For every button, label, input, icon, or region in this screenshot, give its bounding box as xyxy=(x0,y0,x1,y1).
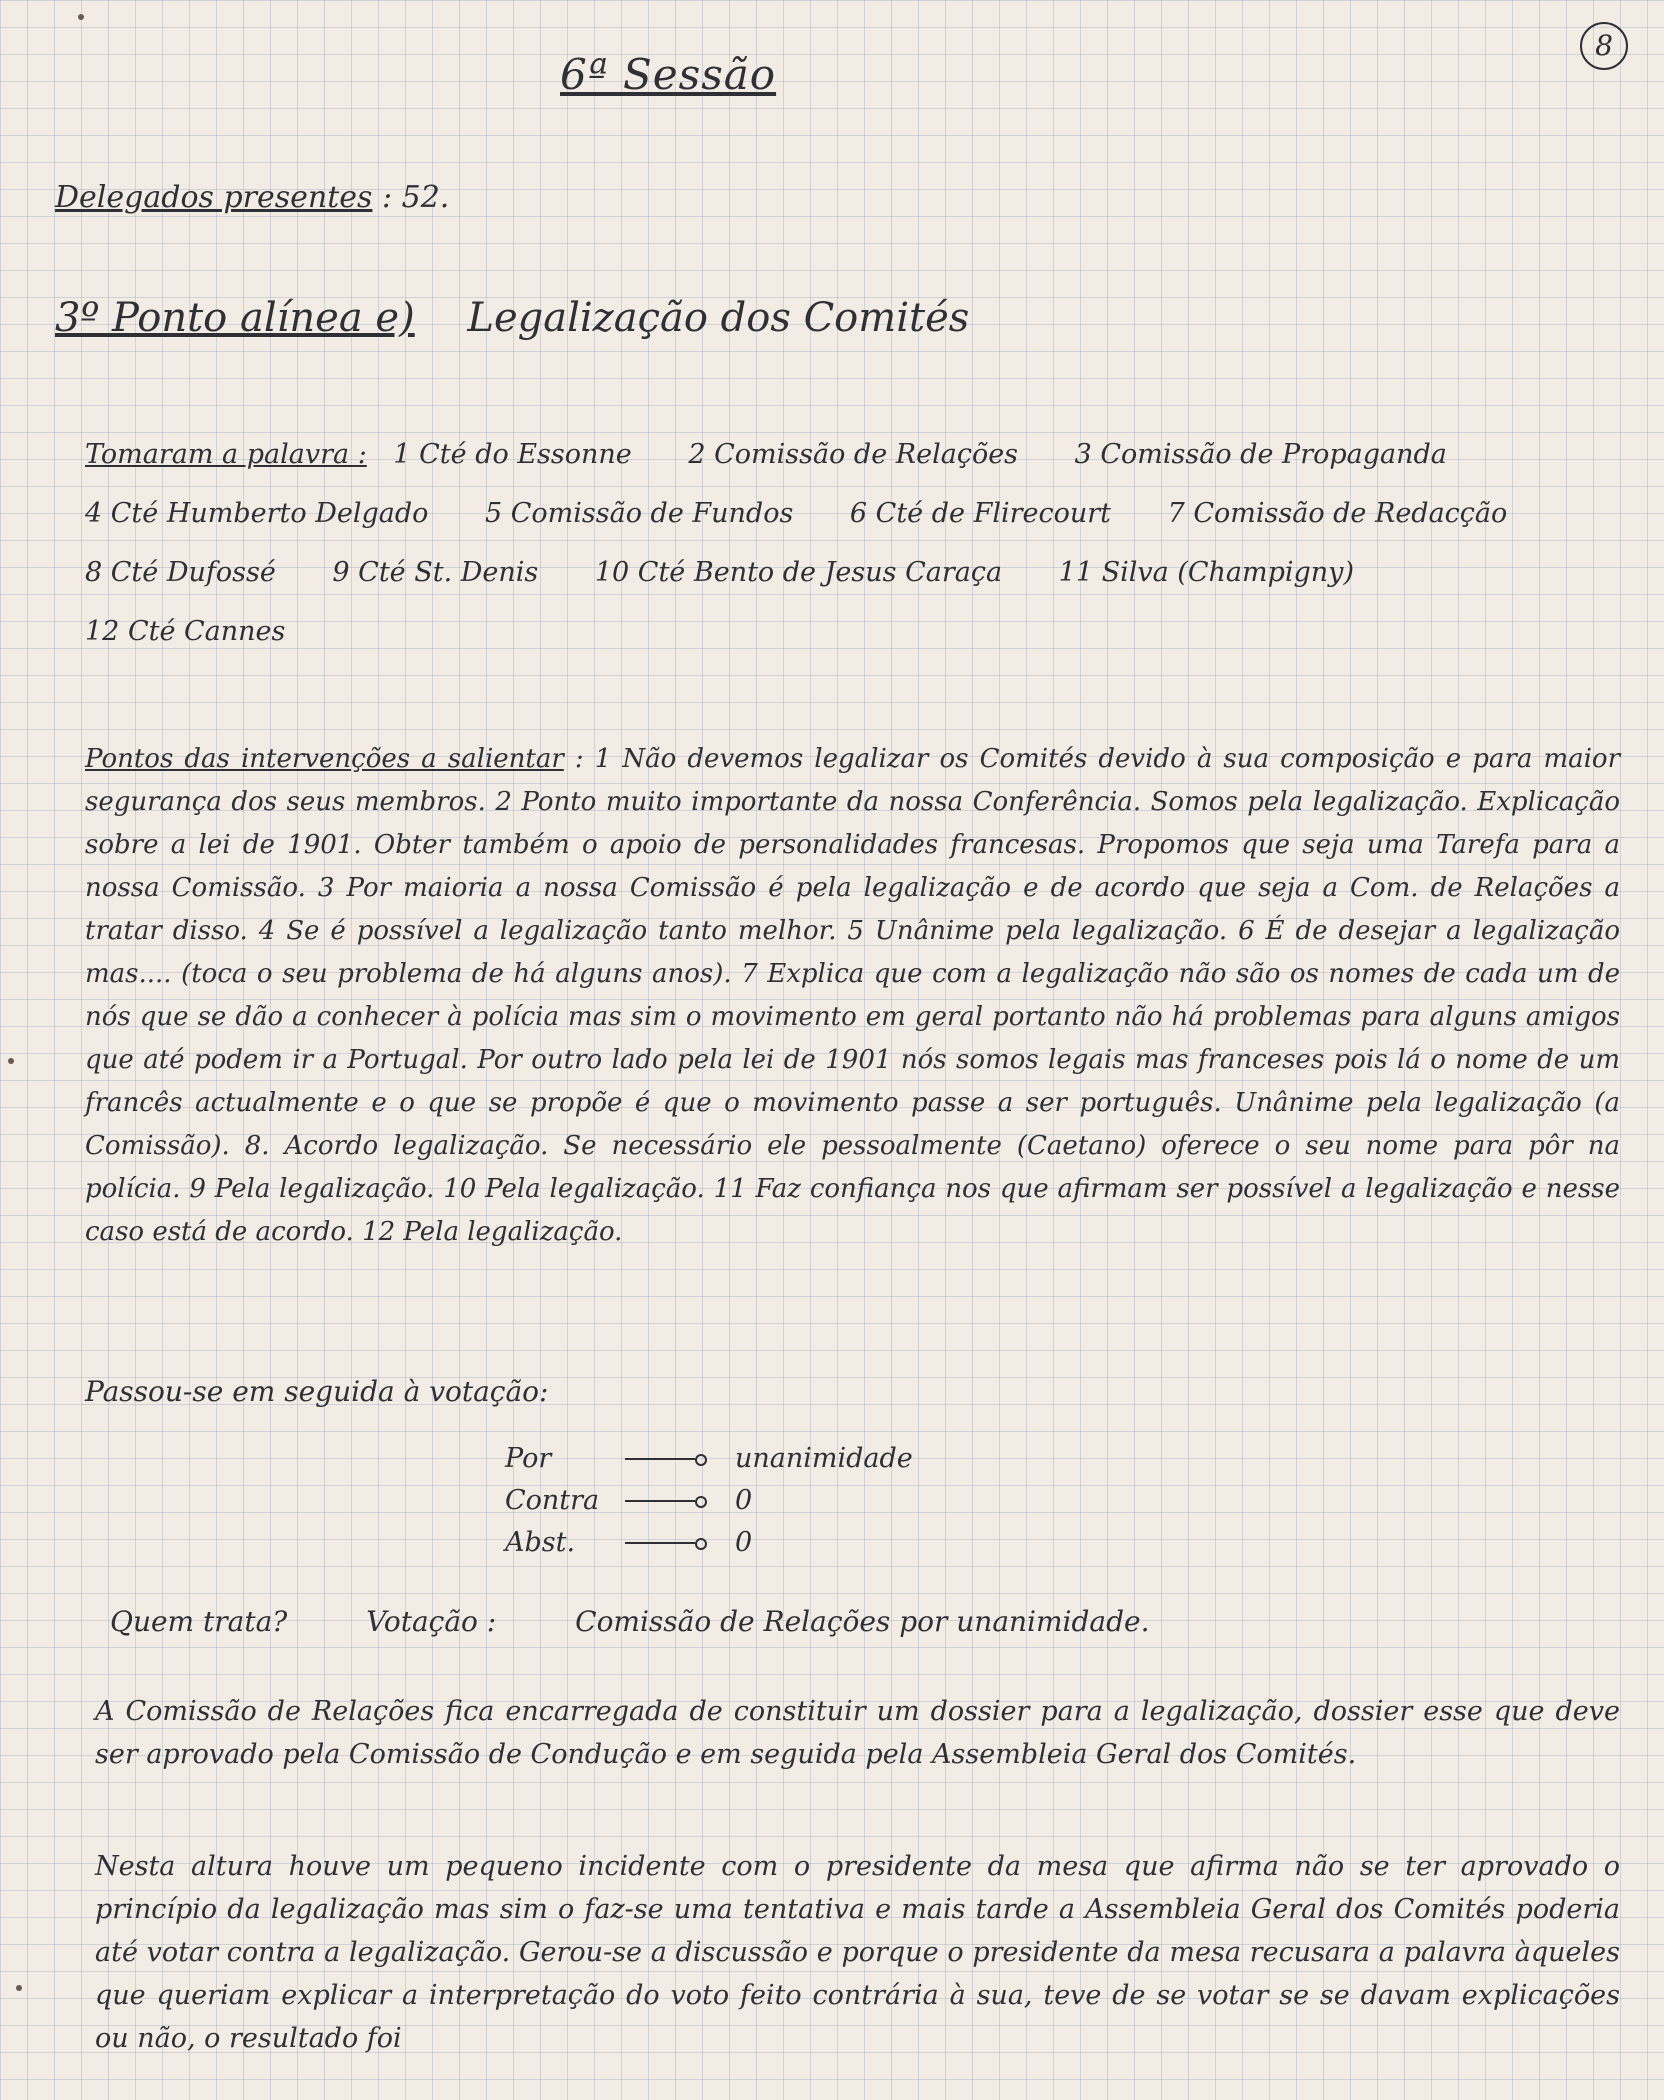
ink-spot xyxy=(78,14,84,20)
vote-intro: Passou-se em seguida à votação: xyxy=(85,1375,549,1408)
who-handles-line xyxy=(110,1605,1150,1638)
vote-results xyxy=(505,1438,913,1564)
speaker-item: 9 Cté St. Denis xyxy=(332,557,539,588)
speaker-item: 7 Comissão de Redacção xyxy=(1167,498,1508,529)
vote-value: 0 xyxy=(735,1527,753,1558)
speaker-item: 8 Cté Dufossé xyxy=(85,557,276,588)
vote-label: Contra xyxy=(505,1485,600,1516)
vote-value: unanimidade xyxy=(735,1443,913,1474)
delegados-line xyxy=(55,180,449,215)
speaker-item: 3 Comissão de Propaganda xyxy=(1074,439,1447,470)
speaker-item: 1 Cté do Essonne xyxy=(393,439,632,470)
arrow-icon xyxy=(625,1454,715,1464)
ink-spot xyxy=(16,1985,22,1991)
speakers-list xyxy=(85,425,1605,661)
vote-value: 0 xyxy=(735,1485,753,1516)
agenda-item-topic: Legalização dos Comités xyxy=(467,295,970,341)
speakers-label: Tomaram a palavra : xyxy=(85,439,367,470)
arrow-icon xyxy=(625,1538,715,1548)
vote-label: Por xyxy=(505,1443,552,1474)
agenda-item-label: 3º Ponto alínea e) xyxy=(55,295,415,341)
speaker-item: 12 Cté Cannes xyxy=(85,616,286,647)
arrow-icon xyxy=(625,1496,715,1506)
speaker-item: 4 Cté Humberto Delgado xyxy=(85,498,429,529)
paragraph-incident: Nesta altura houve um pequeno incidente com o presidente da mesa que afirma não se ter aprovado o princípio da legalização mas sim o faz-se uma tentativa e mais tarde a Assembleia Geral dos Comités poderia até votar contra a legalização. Gerou-se a discussão e porque o presidente da mesa recusara a palavra àqueles que queriam explicar a interpretação do voto feito contrária à sua, teve de se votar se se davam explicações ou não, o resultado foi xyxy=(95,1851,1620,2054)
who-handles-vote-label: Votação : xyxy=(366,1605,497,1638)
speaker-item: 6 Cté de Flirecourt xyxy=(849,498,1111,529)
who-handles-result: Comissão de Relações por unanimidade. xyxy=(575,1605,1150,1638)
who-handles-question: Quem trata? xyxy=(110,1605,288,1638)
page-number: 8 xyxy=(1580,22,1628,70)
vote-row-contra xyxy=(505,1480,913,1522)
agenda-item-heading xyxy=(55,295,969,341)
delegados-value: : 52. xyxy=(381,180,450,215)
paragraph-relations-commission: A Comissão de Relações fica encarregada de constituir um dossier para a legalização, dossier esse que deve ser aprovado pela Comissão de Condução e em seguida pela Assembleia Geral dos Comités. xyxy=(95,1696,1620,1770)
vote-label: Abst. xyxy=(505,1527,576,1558)
speaker-item: 2 Comissão de Relações xyxy=(688,439,1019,470)
speaker-item: 11 Silva (Champigny) xyxy=(1058,557,1354,588)
delegados-label: Delegados presentes xyxy=(55,180,373,215)
session-title: 6ª Sessão xyxy=(560,50,777,99)
interventions-summary xyxy=(85,738,1620,1254)
vote-row-por xyxy=(505,1438,913,1480)
interventions-label: Pontos das intervenções a salientar xyxy=(85,744,564,774)
ink-spot xyxy=(8,1058,14,1064)
interventions-text: : 1 Não devemos legalizar os Comités devido à sua composição e para maior segurança dos seus membros. 2 Ponto muito importante da nossa Conferência. Somos pela legalização. Explicação sobre a lei de 1901. Obter também o apoio de personalidades francesas. Propomos que seja uma Tarefa para a nossa Comissão. 3 Por maioria a nossa Comissão é pela legalização e de acordo que seja a Com. de Relações a tratar disso. 4 Se é possível a legalização tanto melhor. 5 Unânime pela legalização. 6 É de desejar a legalização mas.... (toca o seu problema de há alguns anos). 7 Explica que com a legalização não são os nomes de cada um de nós que se dão a conhecer à polícia mas sim o movimento em geral portanto não há problemas para alguns amigos que até podem ir a Portugal. Por outro lado pela lei de 1901 nós somos legais mas franceses pois lá o nome de um francês actualmente e o que se propõe é que o movimento passe a ser português. Unânime pela legalização (a Comissão). 8. Acordo legalização. Se necessário ele pessoalmente (Caetano) oferece o seu nome para pôr na polícia. 9 Pela legalização. 10 Pela legalização. 11 Faz confiança nos que afirmam ser possível a legalização e nesse caso está de acordo. 12 Pela legalização. xyxy=(85,744,1620,1247)
vote-row-abst xyxy=(505,1522,913,1564)
speaker-item: 5 Comissão de Fundos xyxy=(485,498,794,529)
speaker-item: 10 Cté Bento de Jesus Caraça xyxy=(594,557,1003,588)
